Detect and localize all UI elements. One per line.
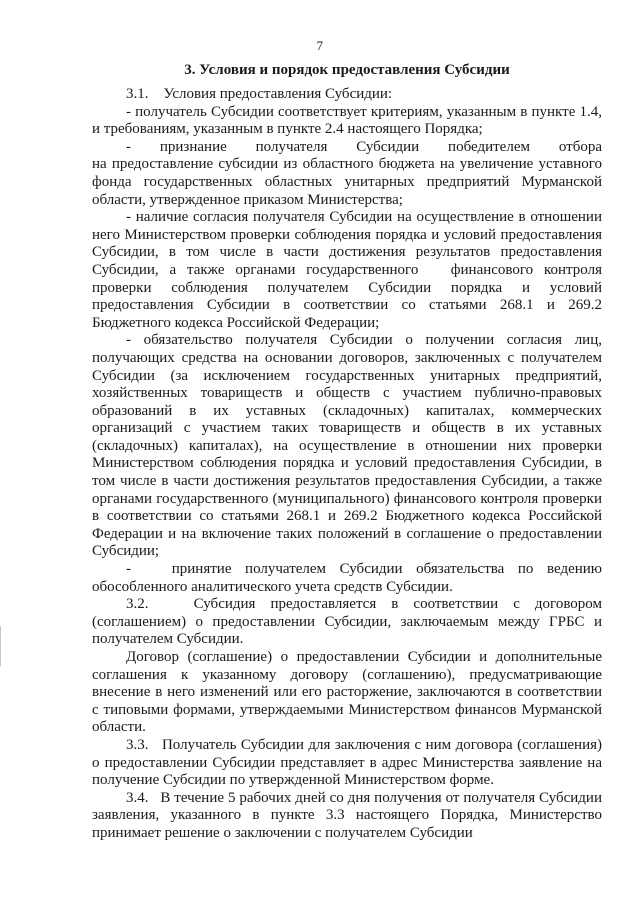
paragraph-criteria: - получатель Субсидии соответствует критериям, указанным в пункте 1.4, и требованиям, указанным в пункте 2.4 настоящего Порядка; bbox=[92, 103, 606, 138]
document-body bbox=[92, 86, 629, 843]
paragraph-3-3: 3.3. Получатель Субсидии для заключения с ним договора (соглашения) о предоставлении Субсидии представляет в адрес Министерства заявление на получение Субсидии по утвержденной Министерством форме. bbox=[92, 736, 606, 789]
section-heading: 3. Условия и порядок предоставления Субсидии bbox=[184, 62, 510, 78]
paragraph-winner: - признание получателя Субсидии победителем отбора на предоставление субсидии из областного бюджета на увеличение уставного фонда государственных областных унитарных предприятий Мурманской области, утвержденное приказом Министерства; bbox=[92, 138, 629, 208]
paragraph-3-4: 3.4. В течение 5 рабочих дней со дня получения от получателя Субсидии заявления, указанного в пункте 3.3 настоящего Порядка, Министерство принимает решение о заключении с получателем Субсидии bbox=[92, 789, 606, 841]
scan-margin-mark bbox=[0, 626, 4, 666]
page-number: 7 bbox=[316, 38, 324, 53]
paragraph-3-2: 3.2. Субсидия предоставляется в соответствии с договором (соглашением) о предоставлении Субсидии, заключаемым между ГРБС и получателем Субсидии. bbox=[92, 596, 606, 648]
paragraph-obligation: - обязательство получателя Субсидии о получении согласия лиц, получающих средства на основании договоров, заключенных с получателем Субсидии (за исключением государственных унитарных предприятий, хозяйственных товариществ и обществ с участием публично-правовых образований в их уставных (складочных) капиталах, коммерческих организаций с участием таких товариществ и обществ в их уставных (складочных) капиталах), на осуществление в отношении них проверки Министерством соблюдения порядка и условий предоставления Субсидии, в том числе в части достижения результатов предоставления Субсидии, а также органами государственного (муниципального) финансового контроля проверки в соответствии со статьями 268.1 и 269.2 Бюджетного кодекса Российской Федерации и на включение таких положений в соглашение о предоставлении Субсидии; bbox=[92, 332, 606, 560]
paragraph-accounting: - принятие получателем Субсидии обязательства по ведению обособленного аналитического учета средств Субсидии. bbox=[92, 561, 606, 595]
paragraph-3-1: 3.1. Условия предоставления Субсидии: bbox=[126, 86, 393, 102]
paragraph-agreement-forms: Договор (соглашение) о предоставлении Субсидии и дополнительные соглашения к указанному договору (соглашению), предусматривающие внесение в него изменений или его расторжение, заключаются в соответствии с типовыми формами, утверждаемыми Министерством финансов Мурманской области. bbox=[92, 649, 606, 736]
paragraph-consent: - наличие согласия получателя Субсидии на осуществление в отношении него Министерством проверки соблюдения порядка и условий предоставления Субсидии, в том числе в части достижения результатов предоставления Субсидии, а также органами государственного финансового контроля проверки соблюдения получателем Субсидии порядка и условий предоставления Субсидии в соответствии со статьями 268.1 и 269.2 Бюджетного кодекса Российской Федерации; bbox=[92, 209, 606, 331]
